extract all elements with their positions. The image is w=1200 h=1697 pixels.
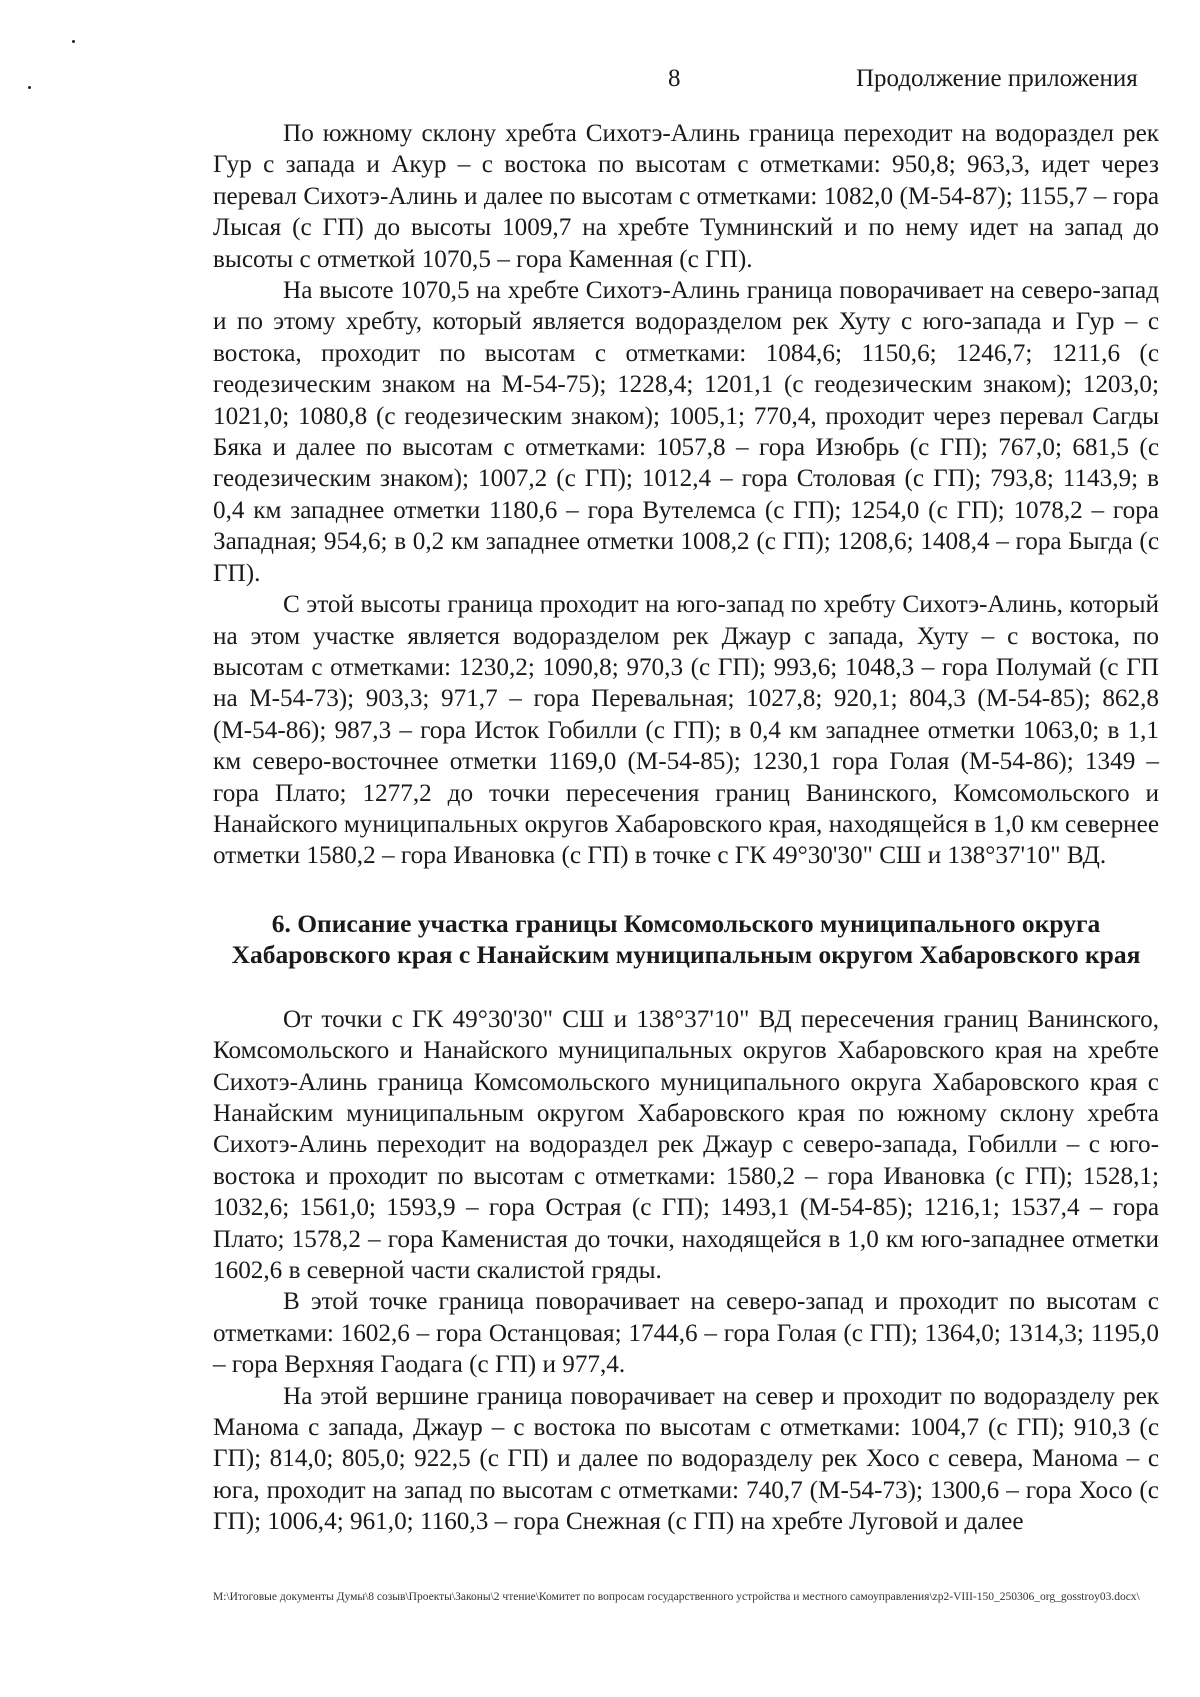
scan-speck	[72, 40, 75, 43]
scan-speck	[28, 86, 31, 89]
page-number: 8	[668, 65, 681, 92]
section-heading-line: 6. Описание участка границы Комсомольского муниципального округа	[271, 908, 1101, 938]
paragraph: В этой точке граница поворачивает на северо-запад и проходит по высотам с отметками: 1602,6 – гора Останцовая; 1744,6 – гора Голая (с ГП); 1364,0; 1314,3; 1195,0 – гора Верхняя Гаодага (с ГП) и 977,4.	[213, 1288, 1159, 1379]
section-heading-line: Хабаровского края с Нанайским муниципальным округом Хабаровского края	[231, 939, 1141, 969]
document-body	[213, 118, 1159, 1538]
section-heading	[213, 908, 1159, 970]
continuation-label: Продолжение приложения	[856, 65, 1138, 92]
file-path-footer: M:\Итоговые документы Думы\8 созыв\Проекты\Законы\2 чтение\Комитет по вопросам государственного устройства и местного самоуправления\zp2-VIII-150_250306_org_gosstroy03.docx\	[213, 1591, 1140, 1603]
paragraph: На этой вершине граница поворачивает на север и проходит по водоразделу рек Манома с запада, Джаур – с востока по высотам с отметками: 1004,7 (с ГП); 910,3 (с ГП); 814,0; 805,0; 922,5 (с ГП) и далее по водоразделу рек Хосо с севера, Манома – с юга, проходит на запад по высотам с отметками: 740,7 (М-54-73); 1300,6 – гора Хосо (с ГП); 1006,4; 961,0; 1160,3 – гора Снежная (с ГП) на хребте Луговой и далее	[213, 1382, 1159, 1536]
paragraph: От точки с ГК 49°30'30" СШ и 138°37'10" ВД пересечения границ Ванинского, Комсомольского и Нанайского муниципальных округов Хабаровского края на хребте Сихотэ-Алинь граница Комсомольского муниципального округа Хабаровского края с Нанайским муниципальным округом Хабаровского края по южному склону хребта Сихотэ-Алинь переходит на водораздел рек Джаур с северо-запада, Гобилли – с юго-востока и проходит по высотам с отметками: 1580,2 – гора Ивановка (с ГП); 1528,1; 1032,6; 1561,0; 1593,9 – гора Острая (с ГП); 1493,1 (М-54-85); 1216,1; 1537,4 – гора Плато; 1578,2 – гора Каменистая до точки, находящейся в 1,0 км юго-западнее отметки 1602,6 в северной части скалистой гряды.	[213, 1005, 1159, 1284]
paragraph: На высоте 1070,5 на хребте Сихотэ-Алинь граница поворачивает на северо-запад и по этому хребту, который является водоразделом рек Хуту с юго-запада и Гур – с востока, проходит по высотам с отметками: 1084,6; 1150,6; 1246,7; 1211,6 (с геодезическим знаком на М-54-75); 1228,4; 1201,1 (с геодезическим знаком); 1203,0; 1021,0; 1080,8 (с геодезическим знаком); 1005,1; 770,4, проходит через перевал Сагды Бяка и далее по высотам с отметками: 1057,8 – гора Изюбрь (с ГП); 767,0; 681,5 (с геодезическим знаком); 1007,2 (с ГП); 1012,4 – гора Столовая (с ГП); 793,8; 1143,9; в 0,4 км западнее отметки 1180,6 – гора Вутелемса (с ГП); 1254,0 (с ГП); 1078,2 – гора Западная; 954,6; в 0,2 км западнее отметки 1008,2 (с ГП); 1208,6; 1408,4 – гора Быгда (с ГП).	[213, 277, 1159, 587]
paragraph: По южному склону хребта Сихотэ-Алинь граница переходит на водораздел рек Гур с запада и Акур – с востока по высотам с отметками: 950,8; 963,3, идет через перевал Сихотэ-Алинь и далее по высотам с отметками: 1082,0 (М-54-87); 1155,7 – гора Лысая (с ГП) до высоты 1009,7 на хребте Тумнинский и по нему идет на запад до высоты с отметкой 1070,5 – гора Каменная (с ГП).	[213, 120, 1159, 273]
paragraph: С этой высоты граница проходит на юго-запад по хребту Сихотэ-Алинь, который на этом участке является водоразделом рек Джаур с запада, Хуту – с востока, по высотам с отметками: 1230,2; 1090,8; 970,3 (с ГП); 993,6; 1048,3 – гора Полумай (с ГП на М-54-73); 903,3; 971,7 – гора Перевальная; 1027,8; 920,1; 804,3 (М-54-85); 862,8 (М-54-86); 987,3 – гора Исток Гобилли (с ГП); в 0,4 км западнее отметки 1063,0; в 1,1 км северо-восточнее отметки 1169,0 (М-54-85); 1230,1 гора Голая (М-54-86); 1349 – гора Плато; 1277,2 до точки пересечения границ Ванинского, Комсомольского и Нанайского муниципальных округов Хабаровского края, находящейся в 1,0 км севернее отметки 1580,2 – гора Ивановка (с ГП) в точке с ГК 49°30'30" СШ и 138°37'10" ВД.	[213, 591, 1159, 870]
